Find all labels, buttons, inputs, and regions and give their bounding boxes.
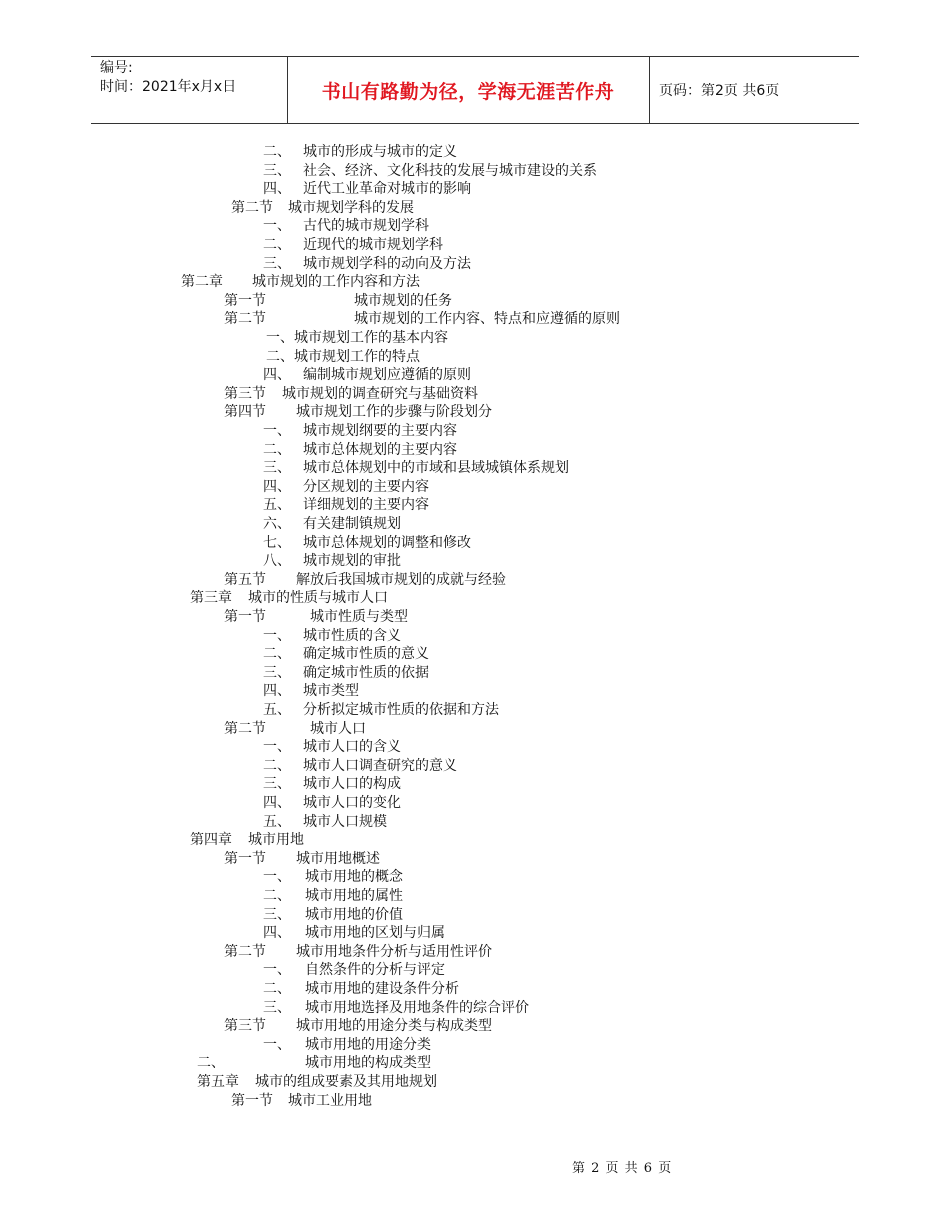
page-footer: 第 2 页 共 6 页 [572, 1161, 673, 1176]
toc-entry-title: 城市规划的审批 [303, 553, 401, 570]
toc-entry-title: 城市用地的价值 [305, 906, 403, 923]
toc-entry-title: 城市规划的调查研究与基础资料 [282, 385, 478, 402]
toc-entry-number: 第一节 [224, 609, 266, 625]
page-header [91, 56, 859, 124]
toc-entry-title: 城市规划学科的发展 [288, 199, 414, 216]
toc-entry-number: 三、 [263, 906, 291, 923]
toc-entry-number: 第二章 [181, 274, 223, 291]
toc-entry-title: 城市用地的建设条件分析 [305, 981, 459, 997]
toc-entry-number: 四、 [263, 181, 291, 198]
toc-entry-title: 一、城市规划工作的基本内容 [266, 330, 448, 346]
toc-entry-number: 二、 [263, 888, 291, 904]
serial-label: 编号: [100, 60, 133, 76]
toc-entry-number: 二、 [263, 646, 291, 663]
toc-entry-title: 城市规划的工作内容、特点和应遵循的原则 [354, 311, 620, 328]
toc-entry-number: 三、 [263, 162, 291, 179]
toc-entry-number: 一、 [263, 869, 291, 886]
toc-entry-number: 三、 [263, 255, 291, 272]
toc-entry-title: 解放后我国城市规划的成就与经验 [296, 571, 506, 588]
toc-entry-number: 五、 [263, 497, 291, 514]
toc-entry-title: 城市的性质与城市人口 [248, 590, 388, 607]
toc-entry-number: 二、 [263, 441, 291, 458]
toc-entry-number: 第一节 [224, 292, 266, 309]
toc-entry-number: 第五节 [224, 571, 266, 588]
toc-entry-title: 城市用地的区划与归属 [305, 925, 445, 942]
toc-entry-number: 二、 [263, 237, 291, 253]
toc-entry-number: 五、 [263, 813, 291, 830]
toc-entry-number: 第一节 [231, 1092, 273, 1109]
toc-entry-number: 三、 [263, 460, 291, 477]
toc-entry-title: 编制城市规划应遵循的原则 [303, 367, 471, 384]
toc-entry-number: 第三章 [190, 590, 232, 607]
toc-entry-number: 一、 [263, 627, 291, 644]
toc-entry-title: 城市用地的属性 [305, 888, 403, 904]
toc-entry-title: 城市总体规划的主要内容 [303, 441, 457, 458]
toc-entry-title: 城市用地的概念 [305, 869, 403, 886]
toc-entry-number: 八、 [263, 553, 291, 570]
toc-entry-number: 一、 [263, 962, 291, 979]
toc-entry-title: 城市人口规模 [303, 813, 387, 830]
toc-entry-title: 城市用地选择及用地条件的综合评价 [305, 999, 529, 1016]
toc-entry-title: 城市用地条件分析与适用性评价 [296, 943, 492, 960]
toc-entry-title: 城市工业用地 [288, 1092, 372, 1109]
toc-entry-number: 三、 [263, 999, 291, 1016]
toc-entry-title: 有关建制镇规划 [303, 516, 401, 532]
toc-entry-number: 五、 [263, 702, 291, 718]
toc-entry-number: 四、 [263, 367, 291, 384]
toc-entry-title: 城市性质与类型 [310, 609, 408, 625]
toc-entry-title: 城市总体规划中的市域和县域城镇体系规划 [303, 460, 569, 477]
toc-entry-title: 城市规划工作的步骤与阶段划分 [296, 404, 492, 421]
toc-entry-number: 三、 [263, 664, 291, 681]
toc-entry-number: 六、 [263, 516, 291, 532]
toc-entry-number: 一、 [263, 739, 291, 756]
toc-entry-title: 城市性质的含义 [303, 627, 401, 644]
toc-entry-number: 第二节 [231, 199, 273, 216]
toc-entry-title: 城市人口调查研究的意义 [303, 757, 457, 774]
toc-entry-number: 七、 [263, 534, 291, 551]
toc-entry-number: 第一节 [224, 850, 266, 867]
toc-entry-title: 分析拟定城市性质的依据和方法 [303, 702, 499, 718]
toc-entry-number: 第二节 [224, 720, 266, 737]
toc-entry-title: 详细规划的主要内容 [303, 497, 429, 514]
toc-entry-number: 二、 [263, 981, 291, 997]
toc-entry-title: 确定城市性质的意义 [303, 646, 429, 663]
toc-entry-number: 二、 [263, 144, 291, 160]
header-divider [649, 57, 650, 123]
toc-entry-title: 城市用地的构成类型 [305, 1055, 431, 1072]
toc-entry-number: 三、 [263, 776, 291, 793]
header-page-info: 页码：第2页 共6页 [659, 83, 780, 99]
toc-entry-title: 近现代的城市规划学科 [303, 237, 443, 253]
toc-entry-title: 城市类型 [303, 683, 359, 700]
toc-entry-number: 第三节 [224, 385, 266, 402]
toc-entry-title: 城市用地概述 [296, 850, 380, 867]
toc-entry-number: 一、 [263, 218, 291, 235]
toc-entry-title: 近代工业革命对城市的影响 [303, 181, 471, 198]
header-motto: 书山有路勤为径，学海无涯苦作舟 [321, 80, 615, 103]
toc-entry-number: 第四章 [190, 832, 232, 849]
toc-entry-title: 城市总体规划的调整和修改 [303, 534, 471, 551]
toc-entry-title: 城市用地的用途分类与构成类型 [296, 1018, 492, 1035]
toc-entry-title: 城市用地 [248, 832, 304, 849]
toc-entry-title: 城市的形成与城市的定义 [303, 144, 457, 160]
toc-entry-title: 城市用地的用途分类 [305, 1036, 431, 1053]
toc-entry-number: 第二节 [224, 943, 266, 960]
toc-entry-number: 二、 [263, 757, 291, 774]
toc-entry-number: 四、 [263, 795, 291, 811]
time-label: 时间：2021年x月x日 [100, 79, 237, 95]
toc-entry-title: 自然条件的分析与评定 [305, 962, 445, 979]
toc-entry-title: 城市人口 [310, 720, 366, 737]
toc-entry-number: 一、 [263, 1036, 291, 1053]
toc-entry-number: 四、 [263, 925, 291, 942]
toc-entry-number: 四、 [263, 478, 291, 495]
toc-entry-title: 确定城市性质的依据 [303, 664, 429, 681]
toc-entry-number: 四、 [263, 683, 291, 700]
toc-entry-number: 第四节 [224, 404, 266, 421]
toc-entry-title: 社会、经济、文化科技的发展与城市建设的关系 [303, 162, 597, 179]
toc-entry-number: 第二节 [224, 311, 266, 328]
header-meta [100, 59, 236, 97]
toc-entry-number: 一、 [263, 423, 291, 439]
toc-entry-title: 城市人口的变化 [303, 795, 401, 811]
toc-entry-title: 城市规划的任务 [354, 292, 452, 309]
toc-entry-title: 分区规划的主要内容 [303, 478, 429, 495]
toc-entry-number: 第三节 [224, 1018, 266, 1035]
toc-entry-title: 古代的城市规划学科 [303, 218, 429, 235]
toc-entry-number: 第五章 [197, 1074, 239, 1090]
toc-entry-title: 城市的组成要素及其用地规划 [255, 1074, 437, 1090]
toc-entry-title: 二、城市规划工作的特点 [266, 348, 420, 365]
toc-entry-title: 城市规划的工作内容和方法 [252, 274, 420, 291]
toc-entry-title: 城市人口的含义 [303, 739, 401, 756]
toc-entry-number: 二、 [197, 1055, 225, 1072]
toc-entry-title: 城市规划学科的动向及方法 [303, 255, 471, 272]
toc-entry-title: 城市规划纲要的主要内容 [303, 423, 457, 439]
toc-entry-title: 城市人口的构成 [303, 776, 401, 793]
